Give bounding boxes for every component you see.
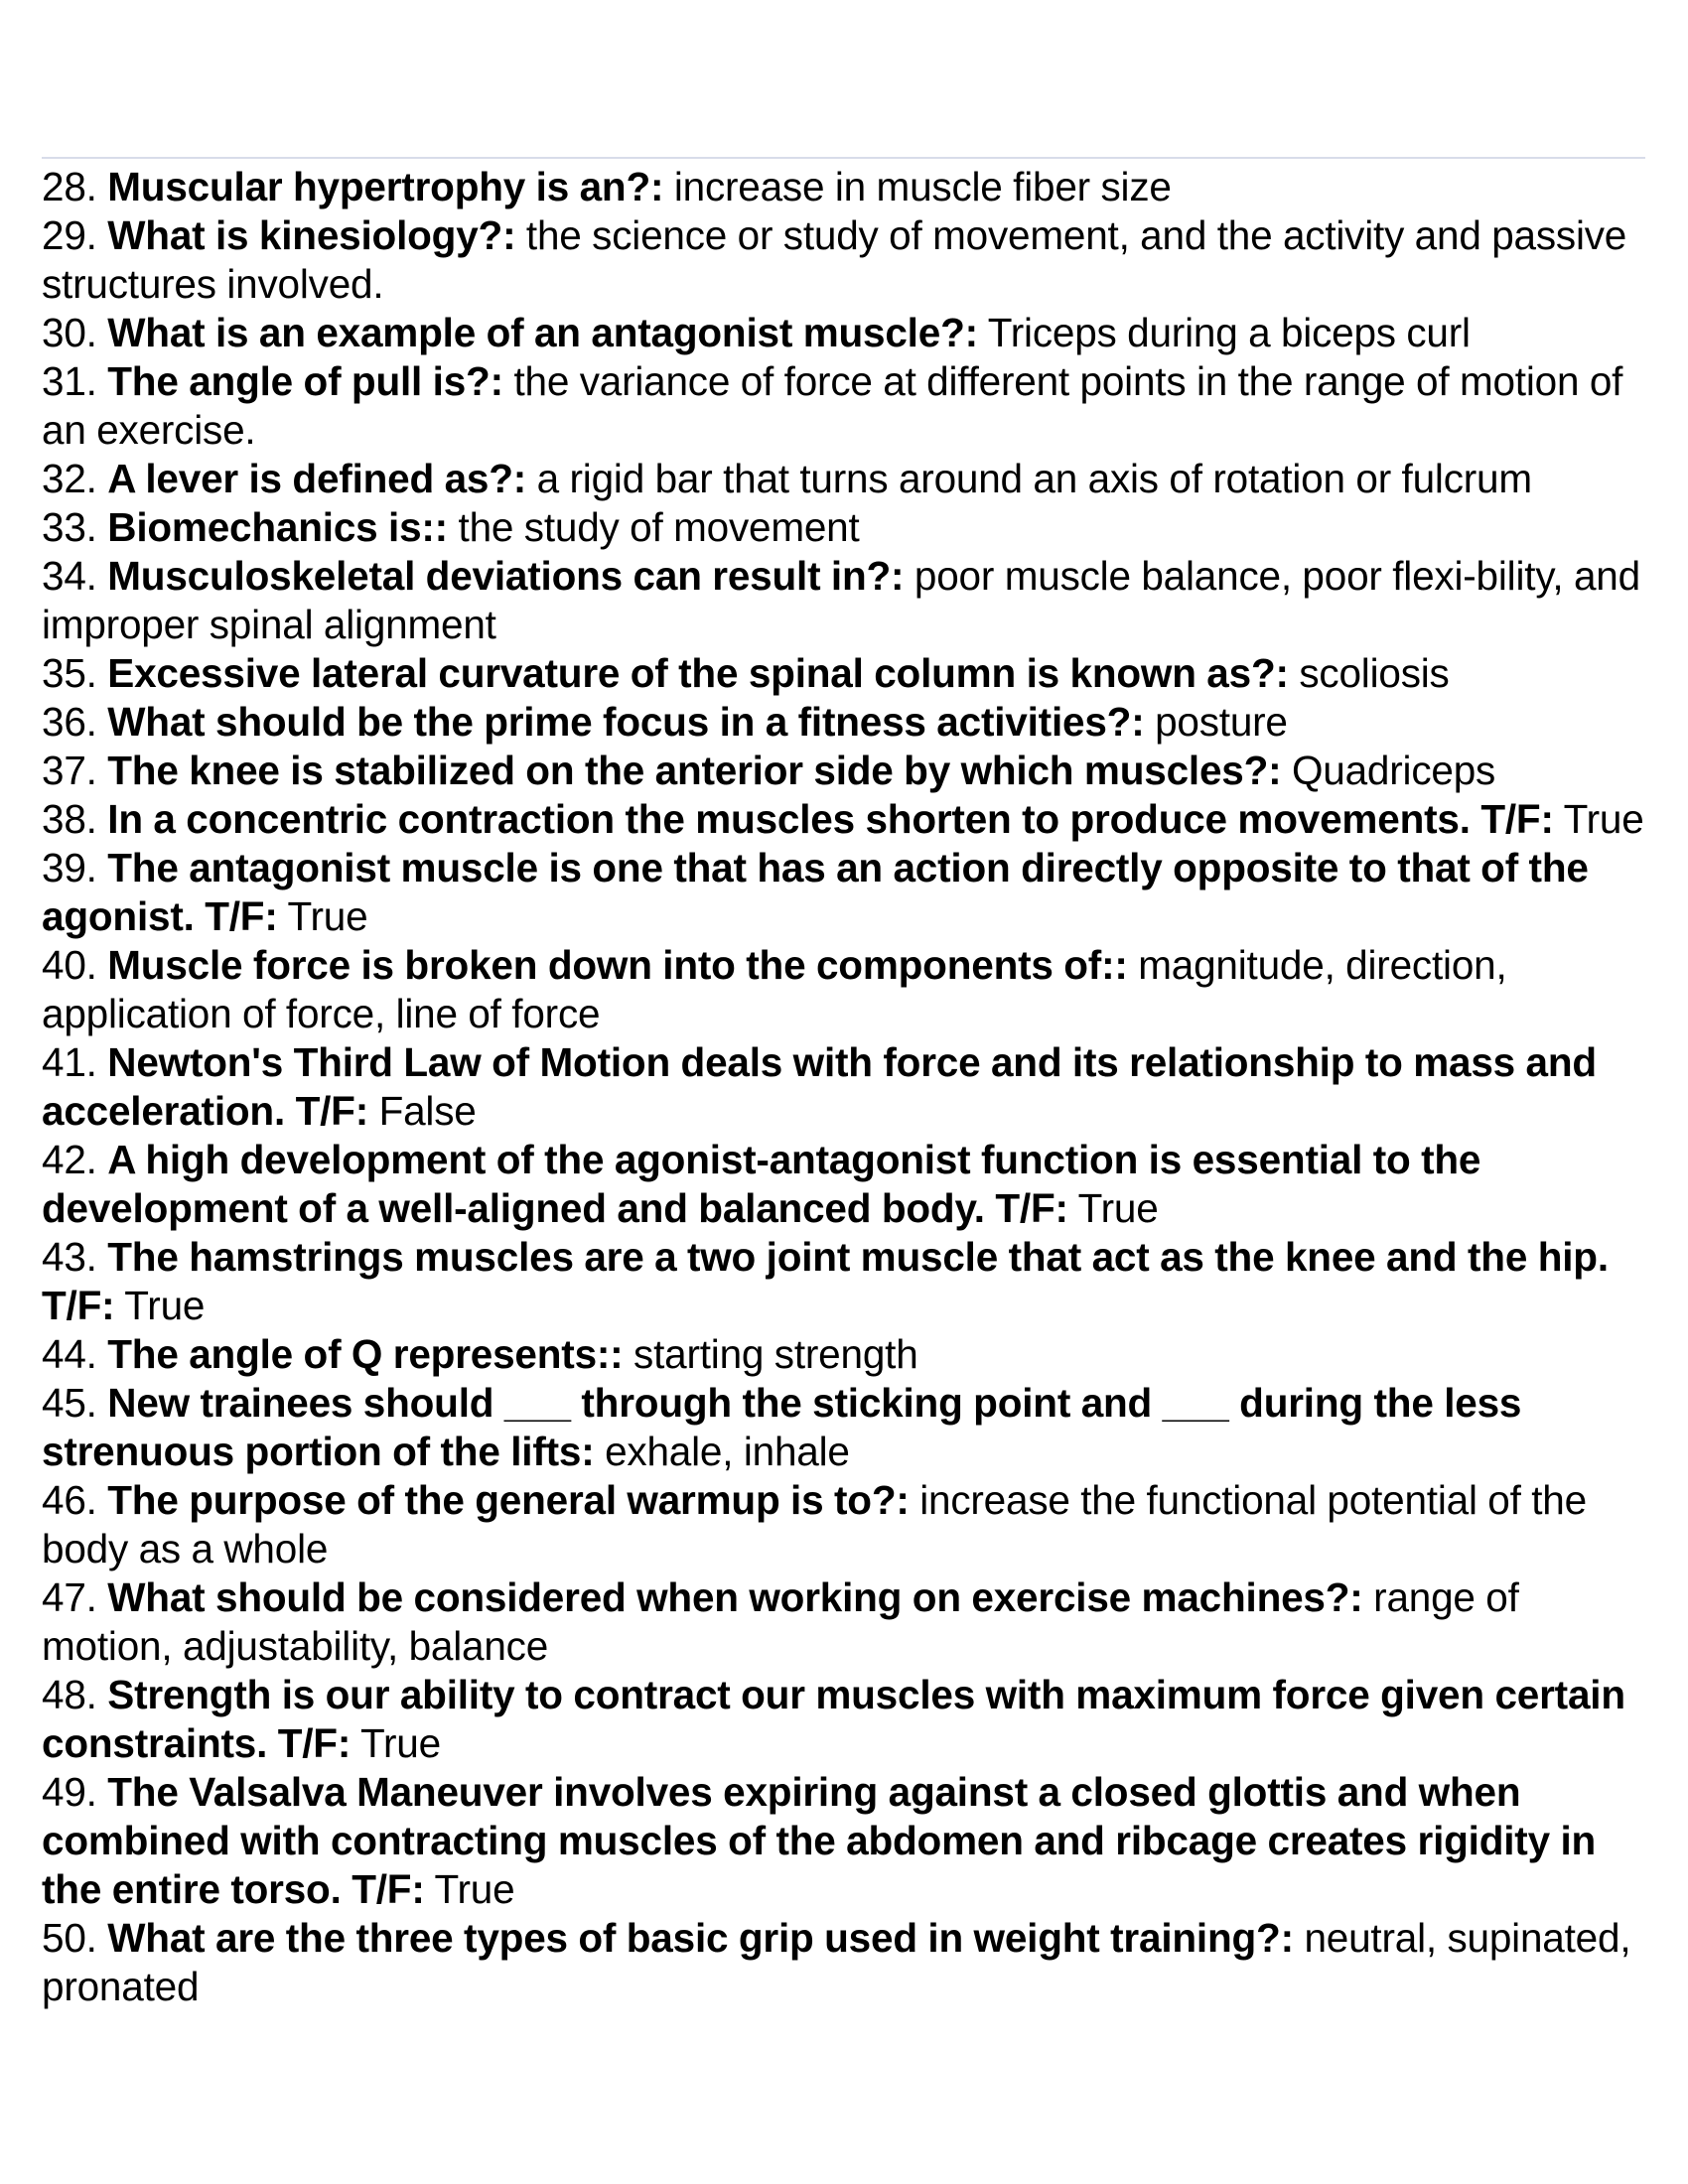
item-question: Musculoskeletal deviations can result in?: <box>107 553 905 599</box>
item-number: 36. <box>42 699 97 745</box>
item-answer: poor muscle balance, poor flexi-bility, and improper spinal alignment <box>42 553 1640 647</box>
qa-item <box>42 309 1645 357</box>
header-divider <box>42 157 1645 159</box>
item-number: 40. <box>42 942 97 988</box>
qa-item <box>42 1476 1645 1573</box>
item-question: The Valsalva Maneuver involves expiring against a closed glottis and when combined with contracting muscles of the abdomen and ribcage creates rigidity in the entire torso. T/F: <box>42 1769 1597 1912</box>
item-number: 46. <box>42 1477 97 1523</box>
item-answer: magnitude, direction, application of force, line of force <box>42 942 1507 1036</box>
item-answer: True <box>359 1720 441 1766</box>
item-question: Strength is our ability to contract our muscles with maximum force given certain constraints. T/F: <box>42 1672 1625 1766</box>
item-number: 30. <box>42 310 97 355</box>
item-number: 34. <box>42 553 97 599</box>
item-answer: True <box>1077 1185 1159 1231</box>
item-question: What is kinesiology?: <box>107 212 516 258</box>
qa-item <box>42 795 1645 844</box>
item-number: 49. <box>42 1769 97 1815</box>
item-question: A high development of the agonist-antagonist function is essential to the development of a well-aligned and balanced body. T/F: <box>42 1137 1481 1231</box>
item-answer: exhale, inhale <box>605 1429 850 1474</box>
item-answer: neutral, supinated, pronated <box>42 1915 1631 2009</box>
qa-item <box>42 747 1645 795</box>
item-number: 48. <box>42 1672 97 1717</box>
item-answer: Triceps during a biceps curl <box>987 310 1471 355</box>
item-answer: increase the functional potential of the body as a whole <box>42 1477 1587 1571</box>
item-number: 31. <box>42 358 97 404</box>
item-answer: scoliosis <box>1299 650 1450 696</box>
item-number: 33. <box>42 504 97 550</box>
item-number: 44. <box>42 1331 97 1377</box>
item-answer: starting strength <box>633 1331 918 1377</box>
qa-item <box>42 455 1645 503</box>
qa-item <box>42 163 1645 211</box>
qa-item <box>42 503 1645 552</box>
item-question: The knee is stabilized on the anterior side by which muscles?: <box>107 748 1282 793</box>
item-answer: Quadriceps <box>1291 748 1496 793</box>
qa-item <box>42 1330 1645 1379</box>
item-answer: range of motion, adjustability, balance <box>42 1574 1519 1669</box>
item-number: 47. <box>42 1574 97 1620</box>
item-number: 37. <box>42 748 97 793</box>
item-answer: True <box>1563 796 1644 842</box>
qa-item <box>42 844 1645 941</box>
item-question: The angle of pull is?: <box>107 358 503 404</box>
item-question: Muscle force is broken down into the components of:: <box>107 942 1128 988</box>
item-number: 41. <box>42 1039 97 1085</box>
item-question: A lever is defined as?: <box>107 456 527 501</box>
item-answer: the study of movement <box>458 504 860 550</box>
item-question: Biomechanics is:: <box>107 504 448 550</box>
qa-item <box>42 211 1645 309</box>
qa-item <box>42 1573 1645 1671</box>
qa-item <box>42 1038 1645 1136</box>
qa-item <box>42 1379 1645 1476</box>
item-question: What are the three types of basic grip used in weight training?: <box>107 1915 1294 1961</box>
item-question: Newton's Third Law of Motion deals with force and its relationship to mass and acceleration. T/F: <box>42 1039 1597 1134</box>
qa-item <box>42 698 1645 747</box>
item-answer: increase in muscle fiber size <box>673 164 1172 209</box>
qa-item <box>42 1671 1645 1768</box>
item-answer: True <box>434 1866 515 1912</box>
item-question: New trainees should ___ through the sticking point and ___ during the less strenuous portion of the lifts: <box>42 1380 1522 1474</box>
qa-item <box>42 1233 1645 1330</box>
item-number: 39. <box>42 845 97 890</box>
item-answer: the variance of force at different points in the range of motion of an exercise. <box>42 358 1623 453</box>
qa-item <box>42 941 1645 1038</box>
item-answer: the science or study of movement, and the activity and passive structures involved. <box>42 212 1627 307</box>
item-number: 38. <box>42 796 97 842</box>
item-question: Excessive lateral curvature of the spinal column is known as?: <box>107 650 1289 696</box>
item-number: 50. <box>42 1915 97 1961</box>
item-question: In a concentric contraction the muscles shorten to produce movements. T/F: <box>107 796 1554 842</box>
item-question: The purpose of the general warmup is to?: <box>107 1477 910 1523</box>
qa-item <box>42 1136 1645 1233</box>
item-answer: a rigid bar that turns around an axis of rotation or fulcrum <box>536 456 1532 501</box>
item-answer: True <box>124 1283 206 1328</box>
item-question: Muscular hypertrophy is an?: <box>107 164 664 209</box>
item-number: 45. <box>42 1380 97 1426</box>
item-answer: posture <box>1155 699 1288 745</box>
qa-item <box>42 649 1645 698</box>
item-question: The antagonist muscle is one that has an action directly opposite to that of the agonist. T/F: <box>42 845 1589 939</box>
item-number: 35. <box>42 650 97 696</box>
item-number: 32. <box>42 456 97 501</box>
qa-item <box>42 357 1645 455</box>
item-answer: False <box>378 1088 477 1134</box>
item-number: 42. <box>42 1137 97 1182</box>
qa-item <box>42 1768 1645 1914</box>
item-number: 28. <box>42 164 97 209</box>
question-answer-list <box>42 163 1645 2011</box>
item-number: 43. <box>42 1234 97 1280</box>
item-question: What should be the prime focus in a fitness activities?: <box>107 699 1145 745</box>
item-question: The hamstrings muscles are a two joint muscle that act as the knee and the hip. T/F: <box>42 1234 1609 1328</box>
qa-item <box>42 1914 1645 2011</box>
item-answer: True <box>287 893 368 939</box>
qa-item <box>42 552 1645 649</box>
item-question: What should be considered when working on exercise machines?: <box>107 1574 1363 1620</box>
document-page <box>42 157 1645 2011</box>
item-question: What is an example of an antagonist muscle?: <box>107 310 978 355</box>
item-question: The angle of Q represents:: <box>107 1331 624 1377</box>
item-number: 29. <box>42 212 97 258</box>
